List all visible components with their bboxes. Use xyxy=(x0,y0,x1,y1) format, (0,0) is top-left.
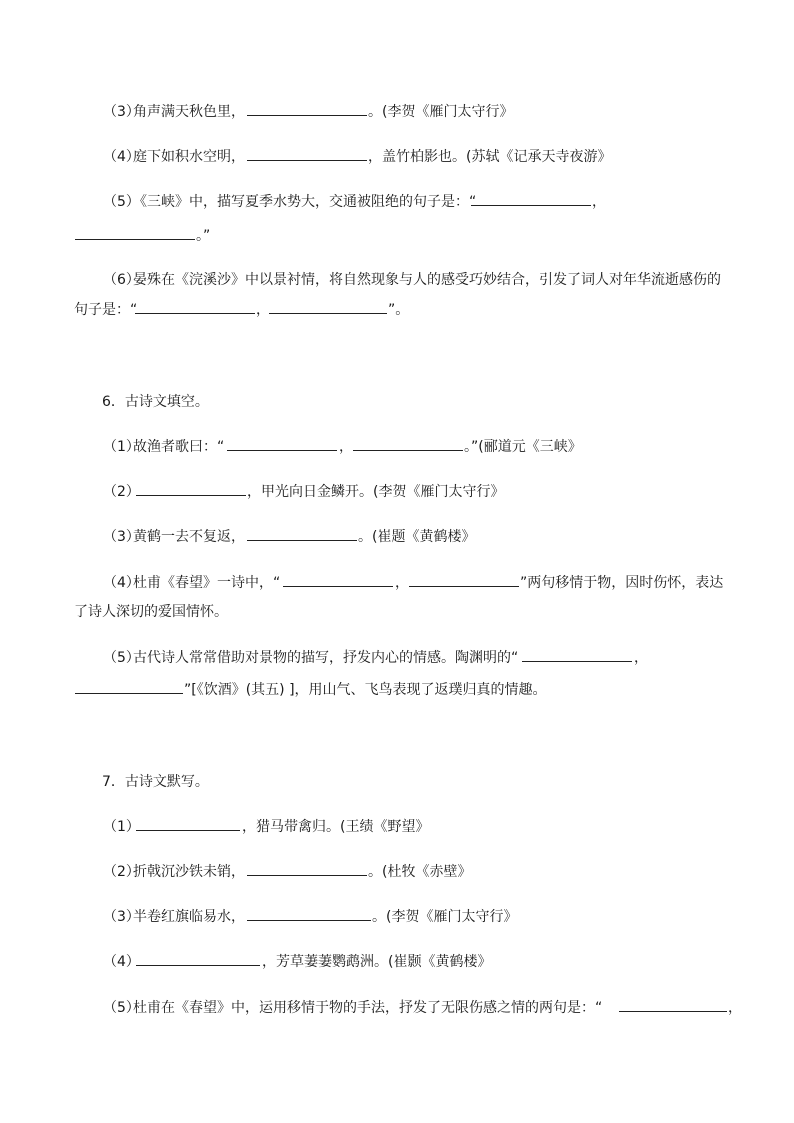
answer-blank[interactable] xyxy=(227,435,337,451)
question-line xyxy=(0,815,794,839)
punctuation: ”。 xyxy=(388,302,410,318)
answer-blank[interactable] xyxy=(247,905,371,921)
question-line xyxy=(0,860,794,884)
item-number: （3） xyxy=(103,529,140,545)
source-text: ，芳草萋萋鹦鹉洲。(崔颢《黄鹤楼》 xyxy=(262,954,492,970)
item-number: （5） xyxy=(103,650,140,666)
answer-blank[interactable] xyxy=(522,646,632,662)
prompt-text: 庭下如积水空明， xyxy=(133,149,245,165)
item-number: （6） xyxy=(103,272,140,288)
source-text: ，猎马带禽归。(王绩《野望》 xyxy=(242,819,430,835)
punctuation: ， xyxy=(728,1000,742,1016)
question-line xyxy=(0,435,794,459)
question-title xyxy=(0,390,794,414)
answer-blank[interactable] xyxy=(75,678,183,694)
source-text: 。”(郦道元《三峡》 xyxy=(464,439,582,455)
source-text: 。(杜牧《赤壁》 xyxy=(368,864,472,880)
prompt-text: 故渔者歌曰：“ xyxy=(133,439,225,455)
question-line xyxy=(0,224,794,248)
prompt-text: 黄鹤一去不复返， xyxy=(133,529,245,545)
prompt-text: 古代诗人常常借助对景物的描写，抒发内心的情感。陶渊明的“ xyxy=(133,650,519,666)
answer-blank[interactable] xyxy=(409,571,519,587)
answer-blank[interactable] xyxy=(269,298,387,314)
item-number: （1） xyxy=(103,819,140,835)
source-text: 。(李贺《雁门太守行》 xyxy=(368,104,514,120)
answer-blank[interactable] xyxy=(247,525,357,541)
answer-blank[interactable] xyxy=(136,950,260,966)
answer-blank[interactable] xyxy=(353,435,463,451)
question-line xyxy=(0,480,794,504)
question-line xyxy=(0,571,794,595)
answer-blank[interactable] xyxy=(247,860,367,876)
punctuation: ， xyxy=(339,439,353,455)
prompt-text: 杜甫在《春望》中，运用移情于物的手法，抒发了无限伤感之情的两句是：“ xyxy=(133,1000,603,1016)
punctuation: ， xyxy=(634,650,648,666)
item-number: （2） xyxy=(103,864,140,880)
prompt-text: 《三峡》中，描写夏季水势大，交通被阻绝的句子是：“ xyxy=(133,194,477,210)
answer-blank[interactable] xyxy=(247,145,367,161)
question-line xyxy=(0,905,794,929)
prompt-text: 折戟沉沙铁未销， xyxy=(133,864,245,880)
item-number: （3） xyxy=(103,909,140,925)
question-line xyxy=(0,268,794,292)
prompt-text: 晏殊在《浣溪沙》中以景衬情，将自然现象与人的感受巧妙结合，引发了词人对年华流逝感伤的 xyxy=(133,272,721,288)
punctuation: ， xyxy=(395,575,409,591)
source-text: 。(李贺《雁门太守行》 xyxy=(372,909,518,925)
question-line xyxy=(0,190,794,214)
source-text: ”两句移情于物，因时伤怀，表达 xyxy=(520,575,724,591)
punctuation: ， xyxy=(256,302,270,318)
question-line xyxy=(0,646,794,670)
item-number: （3） xyxy=(103,104,140,120)
source-text: ，甲光向日金鳞开。(李贺《雁门太守行》 xyxy=(247,484,505,500)
question-line xyxy=(0,145,794,169)
answer-blank[interactable] xyxy=(75,224,195,240)
answer-blank[interactable] xyxy=(471,190,591,206)
answer-blank[interactable] xyxy=(247,100,367,116)
item-number: （4） xyxy=(103,575,140,591)
question-7-title: 7．古诗文默写。 xyxy=(102,774,209,790)
punctuation: ， xyxy=(592,194,606,210)
answer-blank[interactable] xyxy=(135,298,255,314)
item-number: （1） xyxy=(103,439,140,455)
question-line xyxy=(0,996,794,1020)
item-number: （5） xyxy=(103,1000,140,1016)
answer-blank[interactable] xyxy=(619,996,727,1012)
prompt-text: 句子是：“ xyxy=(74,302,138,318)
source-text: ，盖竹柏影也。(苏轼《记承天寺夜游》 xyxy=(368,149,612,165)
item-number: （4） xyxy=(103,149,140,165)
item-number: （4） xyxy=(103,954,140,970)
source-text: 。(崔题《黄鹤楼》 xyxy=(358,529,476,545)
question-title xyxy=(0,770,794,794)
item-number: （5） xyxy=(103,194,140,210)
prompt-text: 角声满天秋色里， xyxy=(133,104,245,120)
prompt-text: 了诗人深切的爱国情怀。 xyxy=(74,604,228,620)
question-line xyxy=(0,525,794,549)
answer-blank[interactable] xyxy=(136,815,240,831)
prompt-text: 杜甫《春望》一诗中，“ xyxy=(133,575,281,591)
question-line xyxy=(0,600,794,624)
answer-blank[interactable] xyxy=(283,571,393,587)
question-line xyxy=(0,950,794,974)
item-number: （2） xyxy=(103,484,140,500)
question-6-title: 6．古诗文填空。 xyxy=(102,394,209,410)
source-text: ”[《饮酒》(其五) ]，用山气、飞鸟表现了返璞归真的情趣。 xyxy=(184,682,547,698)
answer-blank[interactable] xyxy=(136,480,246,496)
question-line xyxy=(0,100,794,124)
punctuation: 。” xyxy=(196,228,211,244)
question-line xyxy=(0,678,794,702)
question-line xyxy=(0,298,794,322)
prompt-text: 半卷红旗临易水， xyxy=(133,909,245,925)
